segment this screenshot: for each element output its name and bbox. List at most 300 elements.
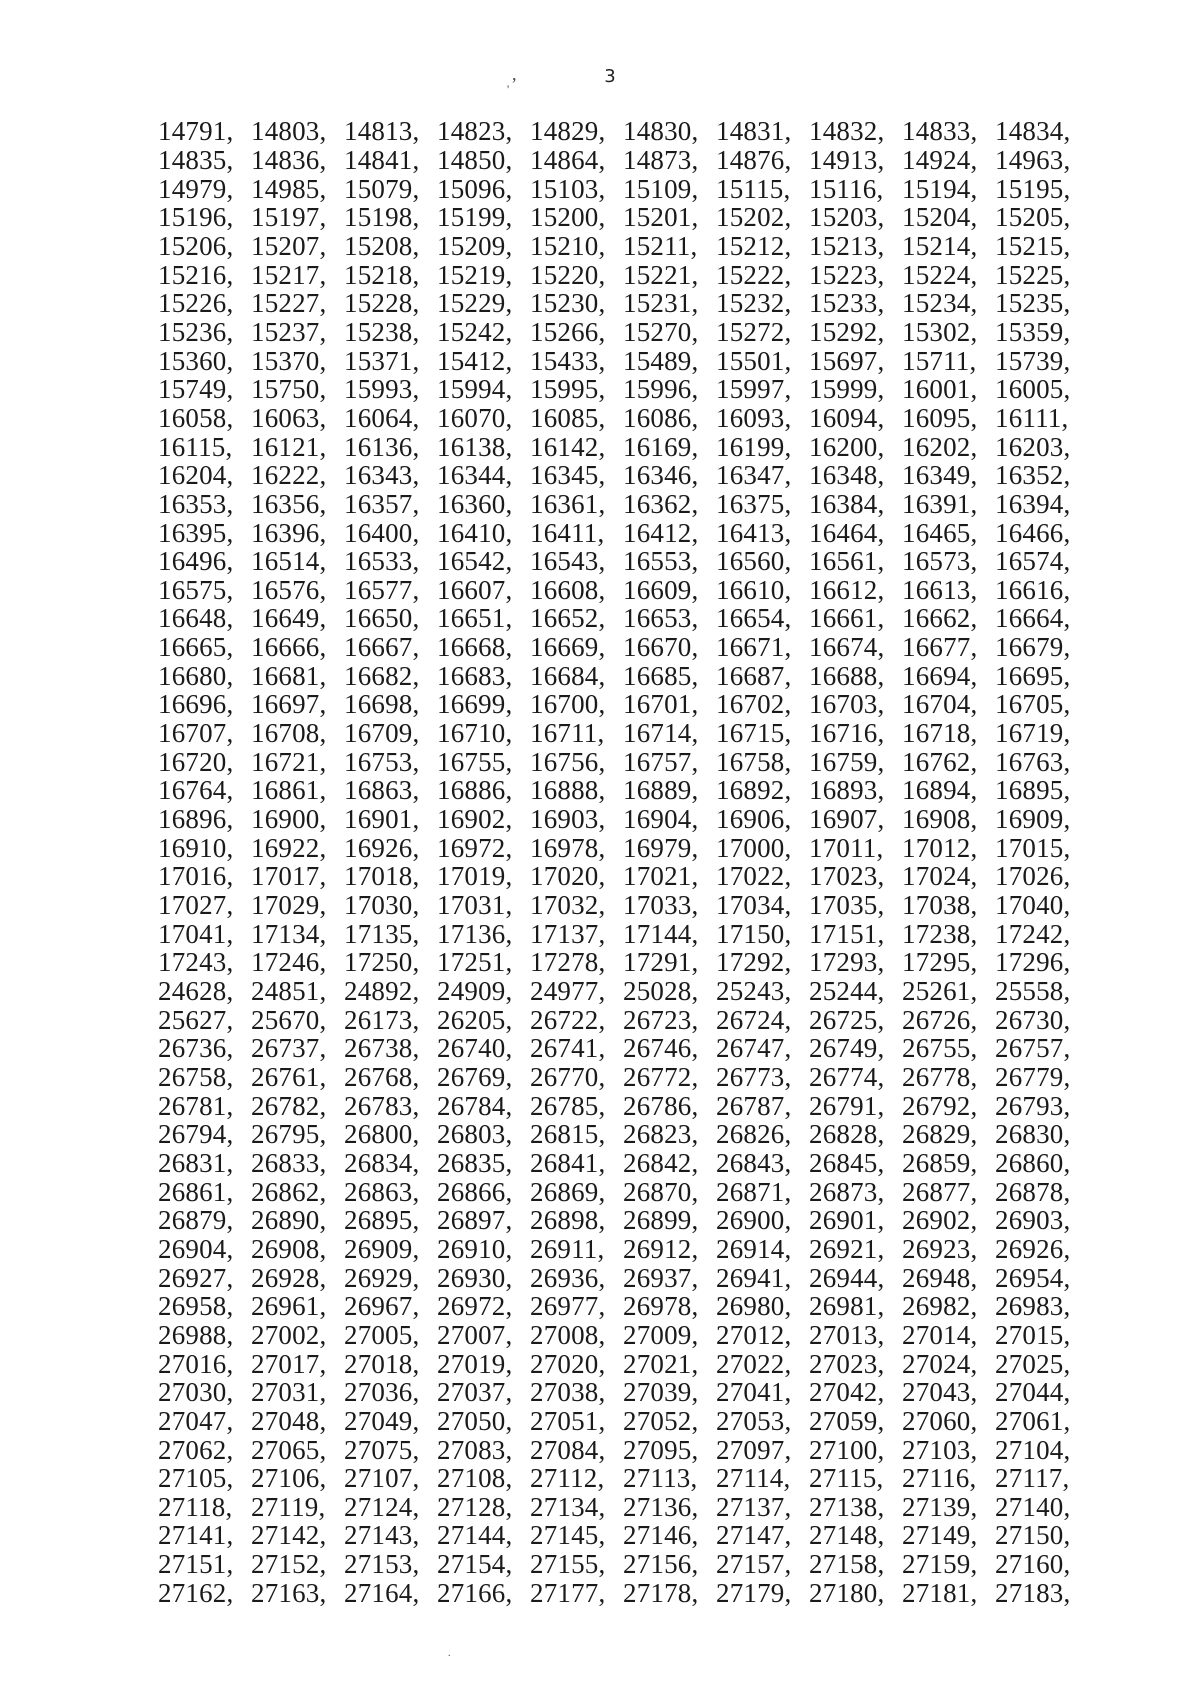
number-entry: 14813,: [344, 116, 420, 147]
number-entry: 14979,: [158, 173, 234, 204]
number-entry: 26930,: [437, 1262, 513, 1293]
number-entry: 26787,: [716, 1090, 792, 1121]
number-entry: 26890,: [251, 1205, 327, 1236]
number-entry: 16395,: [158, 517, 234, 548]
number-entry: 27113,: [623, 1463, 698, 1494]
number-entry: 15205,: [995, 202, 1071, 233]
number-entry: 27025,: [995, 1348, 1071, 1379]
number-row: [158, 1263, 1088, 1292]
number-entry: 26929,: [344, 1262, 420, 1293]
number-entry: 15079,: [344, 173, 420, 204]
number-entry: 26911,: [530, 1233, 605, 1264]
number-entry: 26831,: [158, 1147, 234, 1178]
number-entry: 27016,: [158, 1348, 234, 1379]
number-entry: 17292,: [716, 947, 792, 978]
number-entry: 16894,: [902, 775, 978, 806]
number-entry: 27117,: [995, 1463, 1070, 1494]
number-entry: 14924,: [902, 144, 978, 175]
number-entry: 15214,: [902, 230, 978, 261]
number-entry: 16719,: [995, 718, 1071, 749]
number-entry: 14833,: [902, 116, 978, 147]
page-number: 3: [604, 66, 616, 87]
number-entry: 17295,: [902, 947, 978, 978]
number-entry: 16755,: [437, 746, 513, 777]
number-entry: 26980,: [716, 1291, 792, 1322]
number-entry: 27178,: [623, 1577, 699, 1608]
number-entry: 27143,: [344, 1520, 420, 1551]
number-entry: 16348,: [809, 460, 885, 491]
number-entry: 15199,: [437, 202, 513, 233]
number-entry: 26863,: [344, 1176, 420, 1207]
number-entry: 15302,: [902, 316, 978, 347]
number-entry: 26774,: [809, 1061, 885, 1092]
number-entry: 14834,: [995, 116, 1071, 147]
number-entry: 14850,: [437, 144, 513, 175]
number-row: [158, 1321, 1088, 1350]
number-entry: 16396,: [251, 517, 327, 548]
number-entry: 16703,: [809, 689, 885, 720]
number-entry: 27160,: [995, 1549, 1071, 1580]
number-entry: 16533,: [344, 546, 420, 577]
number-entry: 15222,: [716, 259, 792, 290]
number-entry: 27177,: [530, 1577, 606, 1608]
number-entry: 26861,: [158, 1176, 234, 1207]
number-entry: 15489,: [623, 345, 699, 376]
number-entry: 27031,: [251, 1377, 327, 1408]
number-entry: 16070,: [437, 402, 513, 433]
number-entry: 16654,: [716, 603, 792, 634]
number-entry: 14963,: [995, 144, 1071, 175]
number-entry: 15999,: [809, 374, 885, 405]
number-entry: 16361,: [530, 488, 606, 519]
number-entry: 27156,: [623, 1549, 699, 1580]
scan-speck: ,: [512, 64, 517, 84]
number-entry: 27138,: [809, 1491, 885, 1522]
number-entry: 15207,: [251, 230, 327, 261]
number-row: [158, 518, 1088, 547]
number-entry: 26879,: [158, 1205, 234, 1236]
number-entry: 16667,: [344, 632, 420, 663]
number-entry: 16543,: [530, 546, 606, 577]
number-entry: 16357,: [344, 488, 420, 519]
number-row: [158, 1521, 1088, 1550]
number-entry: 27097,: [716, 1434, 792, 1465]
number-entry: 27181,: [902, 1577, 978, 1608]
number-entry: 26740,: [437, 1033, 513, 1064]
number-entry: 16909,: [995, 804, 1071, 835]
number-entry: 27179,: [716, 1577, 792, 1608]
number-entry: 27108,: [437, 1463, 513, 1494]
number-row: [158, 461, 1088, 490]
number-entry: 26833,: [251, 1147, 327, 1178]
number-entry: 17296,: [995, 947, 1071, 978]
number-entry: 15270,: [623, 316, 699, 347]
number-entry: 15711,: [902, 345, 977, 376]
number-entry: 16093,: [716, 402, 792, 433]
number-row: [158, 232, 1088, 261]
number-entry: 15997,: [716, 374, 792, 405]
number-entry: 26941,: [716, 1262, 792, 1293]
number-entry: 16756,: [530, 746, 606, 777]
number-entry: 16972,: [437, 832, 513, 863]
number-entry: 15360,: [158, 345, 234, 376]
number-entry: 17293,: [809, 947, 885, 978]
number-entry: 15228,: [344, 288, 420, 319]
number-entry: 25627,: [158, 1004, 234, 1035]
number-entry: 26826,: [716, 1119, 792, 1150]
number-entry: 16701,: [623, 689, 699, 720]
number-entry: 26983,: [995, 1291, 1071, 1322]
number-entry: 26901,: [809, 1205, 885, 1236]
number-entry: 15198,: [344, 202, 420, 233]
number-entry: 15217,: [251, 259, 327, 290]
number-entry: 14864,: [530, 144, 606, 175]
number-entry: 16410,: [437, 517, 513, 548]
number-entry: 27015,: [995, 1319, 1071, 1350]
number-entry: 16764,: [158, 775, 234, 806]
number-entry: 16199,: [716, 431, 792, 462]
number-entry: 16560,: [716, 546, 792, 577]
number-entry: 25244,: [809, 976, 885, 1007]
number-entry: 15697,: [809, 345, 885, 376]
number-entry: 27021,: [623, 1348, 699, 1379]
number-row: [158, 1550, 1088, 1579]
number-entry: 26982,: [902, 1291, 978, 1322]
number-entry: 26859,: [902, 1147, 978, 1178]
number-entry: 15216,: [158, 259, 234, 290]
number-entry: 16111,: [995, 402, 1069, 433]
number-entry: 16685,: [623, 660, 699, 691]
number-entry: 16577,: [344, 574, 420, 605]
number-entry: 14985,: [251, 173, 327, 204]
number-entry: 16202,: [902, 431, 978, 462]
number-entry: 26795,: [251, 1119, 327, 1150]
number-entry: 16684,: [530, 660, 606, 691]
number-entry: 15213,: [809, 230, 885, 261]
number-entry: 26862,: [251, 1176, 327, 1207]
number-entry: 26927,: [158, 1262, 234, 1293]
number-entry: 26779,: [995, 1061, 1071, 1092]
number-entry: 15242,: [437, 316, 513, 347]
number-entry: 26909,: [344, 1233, 420, 1264]
number-entry: 17024,: [902, 861, 978, 892]
number-entry: 27134,: [530, 1491, 606, 1522]
number-entry: 16616,: [995, 574, 1071, 605]
number-entry: 16362,: [623, 488, 699, 519]
number-entry: 15212,: [716, 230, 792, 261]
number-entry: 15116,: [809, 173, 884, 204]
number-entry: 15115,: [716, 173, 791, 204]
number-entry: 26793,: [995, 1090, 1071, 1121]
number-row: [158, 203, 1088, 232]
number-row: [158, 1206, 1088, 1235]
number-entry: 26871,: [716, 1176, 792, 1207]
number-entry: 16674,: [809, 632, 885, 663]
number-entry: 16896,: [158, 804, 234, 835]
number-entry: 15229,: [437, 288, 513, 319]
number-entry: 15292,: [809, 316, 885, 347]
number-entry: 16607,: [437, 574, 513, 605]
number-entry: 26803,: [437, 1119, 513, 1150]
number-entry: 16653,: [623, 603, 699, 634]
number-entry: 16464,: [809, 517, 885, 548]
scan-speck: ': [507, 82, 510, 96]
number-entry: 27059,: [809, 1405, 885, 1436]
number-row: [158, 576, 1088, 605]
number-entry: 26723,: [623, 1004, 699, 1035]
number-entry: 15103,: [530, 173, 606, 204]
number-entry: 27095,: [623, 1434, 699, 1465]
number-entry: 16005,: [995, 374, 1071, 405]
number-row: [158, 375, 1088, 404]
number-entry: 16698,: [344, 689, 420, 720]
number-entry: 26948,: [902, 1262, 978, 1293]
number-entry: 16666,: [251, 632, 327, 663]
number-entry: 15272,: [716, 316, 792, 347]
number-entry: 26944,: [809, 1262, 885, 1293]
number-entry: 15219,: [437, 259, 513, 290]
number-entry: 15203,: [809, 202, 885, 233]
number-entry: 27148,: [809, 1520, 885, 1551]
number-row: [158, 260, 1088, 289]
number-entry: 26784,: [437, 1090, 513, 1121]
number-entry: 14876,: [716, 144, 792, 175]
number-row: [158, 318, 1088, 347]
number-entry: 27018,: [344, 1348, 420, 1379]
number-entry: 16694,: [902, 660, 978, 691]
number-entry: 26967,: [344, 1291, 420, 1322]
number-entry: 27103,: [902, 1434, 978, 1465]
number-entry: 27118,: [158, 1491, 233, 1522]
number-row: [158, 747, 1088, 776]
number-row: [158, 1292, 1088, 1321]
number-entry: 16671,: [716, 632, 792, 663]
number-row: [158, 1349, 1088, 1378]
number-entry: 16391,: [902, 488, 978, 519]
number-entry: 16344,: [437, 460, 513, 491]
number-entry: 26908,: [251, 1233, 327, 1264]
number-entry: 15096,: [437, 173, 513, 204]
number-entry: 17030,: [344, 890, 420, 921]
number-entry: 16889,: [623, 775, 699, 806]
number-row: [158, 1464, 1088, 1493]
number-row: [158, 1235, 1088, 1264]
number-entry: 15238,: [344, 316, 420, 347]
number-entry: 17033,: [623, 890, 699, 921]
number-entry: 27013,: [809, 1319, 885, 1350]
number-entry: 16394,: [995, 488, 1071, 519]
number-entry: 16514,: [251, 546, 327, 577]
number-entry: 17031,: [437, 890, 513, 921]
number-entry: 26869,: [530, 1176, 606, 1207]
number-entry: 26828,: [809, 1119, 885, 1150]
number-entry: 24628,: [158, 976, 234, 1007]
number-entry: 24977,: [530, 976, 606, 1007]
number-row: [158, 891, 1088, 920]
number-entry: 27044,: [995, 1377, 1071, 1408]
scan-speck: .: [448, 1648, 451, 1659]
number-entry: 16680,: [158, 660, 234, 691]
number-entry: 16758,: [716, 746, 792, 777]
number-entry: 16356,: [251, 488, 327, 519]
number-entry: 27164,: [344, 1577, 420, 1608]
number-entry: 17015,: [995, 832, 1071, 863]
number-entry: 26988,: [158, 1319, 234, 1350]
number-entry: 26782,: [251, 1090, 327, 1121]
number-entry: 16714,: [623, 718, 699, 749]
number-entry: 26722,: [530, 1004, 606, 1035]
number-entry: 26897,: [437, 1205, 513, 1236]
number-entry: 16718,: [902, 718, 978, 749]
number-entry: 16466,: [995, 517, 1071, 548]
number-entry: 15412,: [437, 345, 513, 376]
number-entry: 16926,: [344, 832, 420, 863]
number-entry: 14836,: [251, 144, 327, 175]
number-entry: 17278,: [530, 947, 606, 978]
number-entry: 17023,: [809, 861, 885, 892]
number-entry: 16892,: [716, 775, 792, 806]
number-entry: 27140,: [995, 1491, 1071, 1522]
number-entry: 26829,: [902, 1119, 978, 1150]
number-entry: 16650,: [344, 603, 420, 634]
number-entry: 16708,: [251, 718, 327, 749]
number-entry: 15371,: [344, 345, 420, 376]
number-entry: 26747,: [716, 1033, 792, 1064]
number-entry: 16608,: [530, 574, 606, 605]
number-entry: 16670,: [623, 632, 699, 663]
number-entry: 26902,: [902, 1205, 978, 1236]
number-entry: 26981,: [809, 1291, 885, 1322]
number-entry: 16613,: [902, 574, 978, 605]
number-entry: 17020,: [530, 861, 606, 892]
number-entry: 15501,: [716, 345, 792, 376]
number-entry: 15223,: [809, 259, 885, 290]
number-row: [158, 948, 1088, 977]
number-entry: 15194,: [902, 173, 978, 204]
number-entry: 27128,: [437, 1491, 513, 1522]
number-entry: 16682,: [344, 660, 420, 691]
number-entry: 16610,: [716, 574, 792, 605]
number-entry: 16346,: [623, 460, 699, 491]
number-entry: 15995,: [530, 374, 606, 405]
number-entry: 16695,: [995, 660, 1071, 691]
number-entry: 27144,: [437, 1520, 513, 1551]
number-entry: 16668,: [437, 632, 513, 663]
number-entry: 17022,: [716, 861, 792, 892]
number-row: [158, 289, 1088, 318]
number-entry: 26761,: [251, 1061, 327, 1092]
number-entry: 26173,: [344, 1004, 420, 1035]
number-entry: 26972,: [437, 1291, 513, 1322]
number-entry: 16697,: [251, 689, 327, 720]
number-entry: 27037,: [437, 1377, 513, 1408]
number-entry: 16683,: [437, 660, 513, 691]
number-entry: 16553,: [623, 546, 699, 577]
number-entry: 16203,: [995, 431, 1071, 462]
number-entry: 17144,: [623, 918, 699, 949]
number-entry: 26834,: [344, 1147, 420, 1178]
number-entry: 27145,: [530, 1520, 606, 1551]
number-entry: 17291,: [623, 947, 699, 978]
number-entry: 15231,: [623, 288, 699, 319]
number-entry: 27154,: [437, 1549, 513, 1580]
number-entry: 17032,: [530, 890, 606, 921]
number-entry: 15197,: [251, 202, 327, 233]
number-entry: 16707,: [158, 718, 234, 749]
number-entry: 27017,: [251, 1348, 327, 1379]
number-entry: 14841,: [344, 144, 420, 175]
number-entry: 14829,: [530, 116, 606, 147]
number-entry: 16542,: [437, 546, 513, 577]
number-entry: 26877,: [902, 1176, 978, 1207]
number-entry: 16716,: [809, 718, 885, 749]
number-entry: 16142,: [530, 431, 606, 462]
number-entry: 16347,: [716, 460, 792, 491]
number-entry: 16349,: [902, 460, 978, 491]
number-entry: 16715,: [716, 718, 792, 749]
number-entry: 26954,: [995, 1262, 1071, 1293]
number-entry: 17016,: [158, 861, 234, 892]
number-entry: 26741,: [530, 1033, 606, 1064]
number-entry: 26738,: [344, 1033, 420, 1064]
number-row: [158, 719, 1088, 748]
number-row: [158, 1120, 1088, 1149]
number-entry: 16465,: [902, 517, 978, 548]
number-entry: 15211,: [623, 230, 698, 261]
number-entry: 16863,: [344, 775, 420, 806]
number-entry: 27137,: [716, 1491, 792, 1522]
number-row: [158, 490, 1088, 519]
number-entry: 16574,: [995, 546, 1071, 577]
number-entry: 26725,: [809, 1004, 885, 1035]
number-entry: 26841,: [530, 1147, 606, 1178]
number-entry: 16979,: [623, 832, 699, 863]
number-row: [158, 1005, 1088, 1034]
number-entry: 15204,: [902, 202, 978, 233]
number-entry: 16353,: [158, 488, 234, 519]
number-entry: 26926,: [995, 1233, 1071, 1264]
number-entry: 14830,: [623, 116, 699, 147]
number-entry: 27049,: [344, 1405, 420, 1436]
number-entry: 27065,: [251, 1434, 327, 1465]
number-entry: 15994,: [437, 374, 513, 405]
number-entry: 17238,: [902, 918, 978, 949]
number-entry: 17151,: [809, 918, 885, 949]
number-entry: 17250,: [344, 947, 420, 978]
number-entry: 26737,: [251, 1033, 327, 1064]
number-entry: 16711,: [530, 718, 605, 749]
number-entry: 16411,: [530, 517, 605, 548]
number-entry: 27180,: [809, 1577, 885, 1608]
number-entry: 16922,: [251, 832, 327, 863]
number-entry: 27009,: [623, 1319, 699, 1350]
number-entry: 15109,: [623, 173, 699, 204]
number-entry: 27039,: [623, 1377, 699, 1408]
number-entry: 17017,: [251, 861, 327, 892]
number-entry: 16677,: [902, 632, 978, 663]
number-entry: 16121,: [251, 431, 327, 462]
number-row: [158, 690, 1088, 719]
number-entry: 16222,: [251, 460, 327, 491]
number-row: [158, 1177, 1088, 1206]
number-entry: 17242,: [995, 918, 1071, 949]
number-entry: 17000,: [716, 832, 792, 863]
number-entry: 16902,: [437, 804, 513, 835]
number-entry: 26904,: [158, 1233, 234, 1264]
number-entry: 16609,: [623, 574, 699, 605]
number-entry: 27023,: [809, 1348, 885, 1379]
number-entry: 16200,: [809, 431, 885, 462]
